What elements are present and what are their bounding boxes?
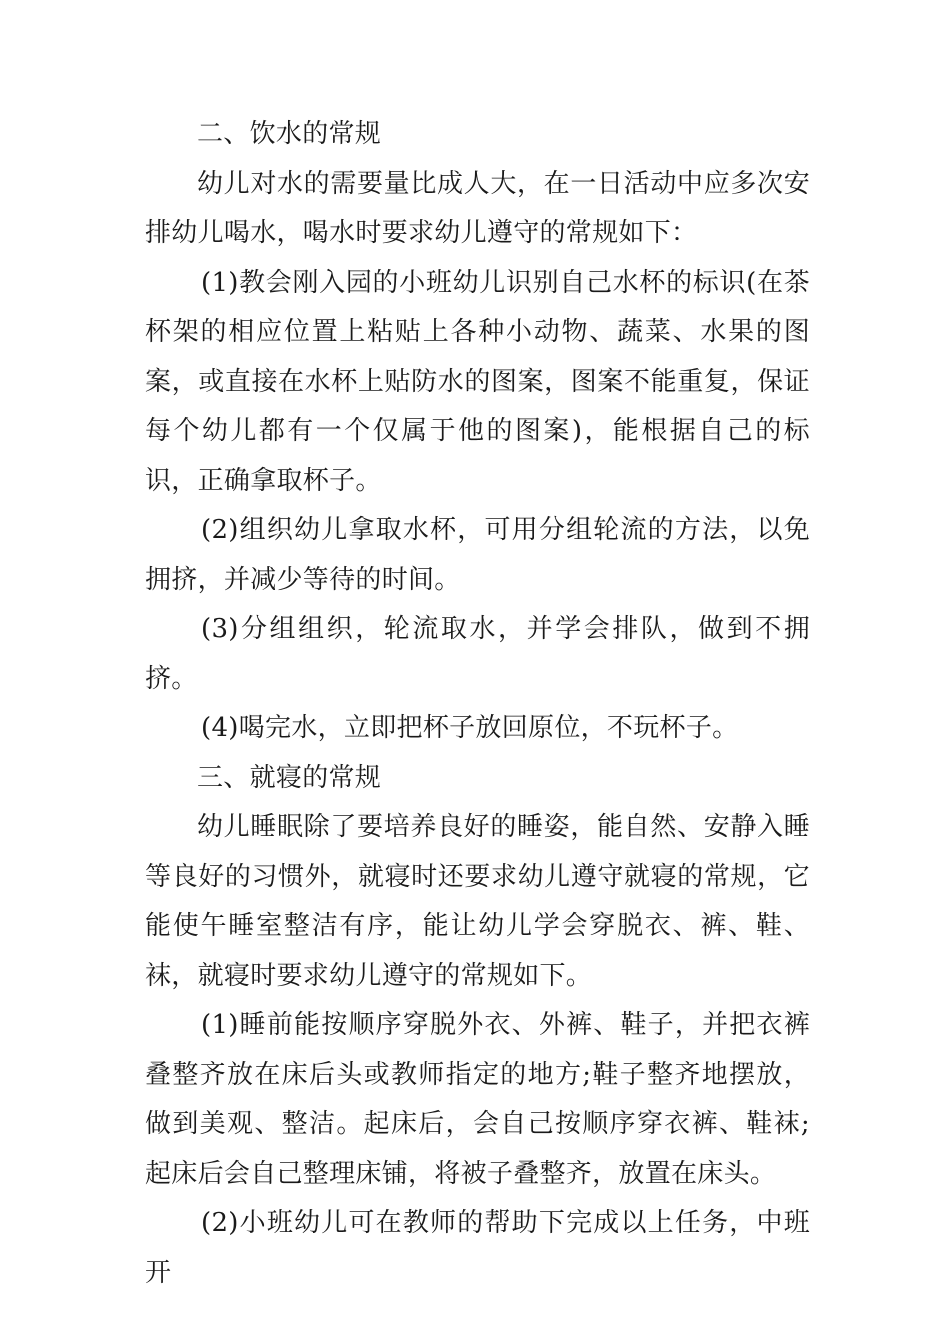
- list-item-sleeping-1: (1)睡前能按顺序穿脱外衣、外裤、鞋子，并把衣裤叠整齐放在床后头或教师指定的地方;鞋子整齐地摆放，做到美观、整洁。起床后，会自己按顺序穿衣裤、鞋袜;起床后会自己整理床铺，将被子叠整齐，放置在床头。: [145, 1010, 810, 1189]
- paragraph-sleeping-intro: 幼儿睡眠除了要培养良好的睡姿，能自然、安静入睡等良好的习惯外，就寝时还要求幼儿遵守就寝的常规，它能使午睡室整洁有序，能让幼儿学会穿脱衣、裤、鞋、袜，就寝时要求幼儿遵守的常规如下。: [145, 812, 810, 991]
- list-item-sleeping-2: (2)小班幼儿可在教师的帮助下完成以上任务，中班开: [145, 1208, 810, 1288]
- list-item-drinking-1: (1)教会刚入园的小班幼儿识别自己水杯的标识(在茶杯架的相应位置上粘贴上各种小动物、蔬菜、水果的图案，或直接在水杯上贴防水的图案，图案不能重复，保证每个幼儿都有一个仅属于他的图案)，能根据自己的标识，正确拿取杯子。: [145, 267, 810, 496]
- paragraph-drinking-intro: 幼儿对水的需要量比成人大，在一日活动中应多次安排幼儿喝水，喝水时要求幼儿遵守的常规如下：: [145, 168, 810, 248]
- section-heading-sleeping: 三、就寝的常规: [197, 762, 382, 793]
- list-item-drinking-4: (4)喝完水，立即把杯子放回原位，不玩杯子。: [201, 713, 739, 743]
- document-body: [145, 110, 810, 1298]
- list-item-drinking-2: (2)组织幼儿拿取水杯，可用分组轮流的方法，以免拥挤，并减少等待的时间。: [145, 515, 810, 595]
- section-heading-drinking: 二、饮水的常规: [197, 119, 382, 149]
- list-item-drinking-3: (3)分组组织，轮流取水，并学会排队，做到不拥挤。: [145, 614, 810, 694]
